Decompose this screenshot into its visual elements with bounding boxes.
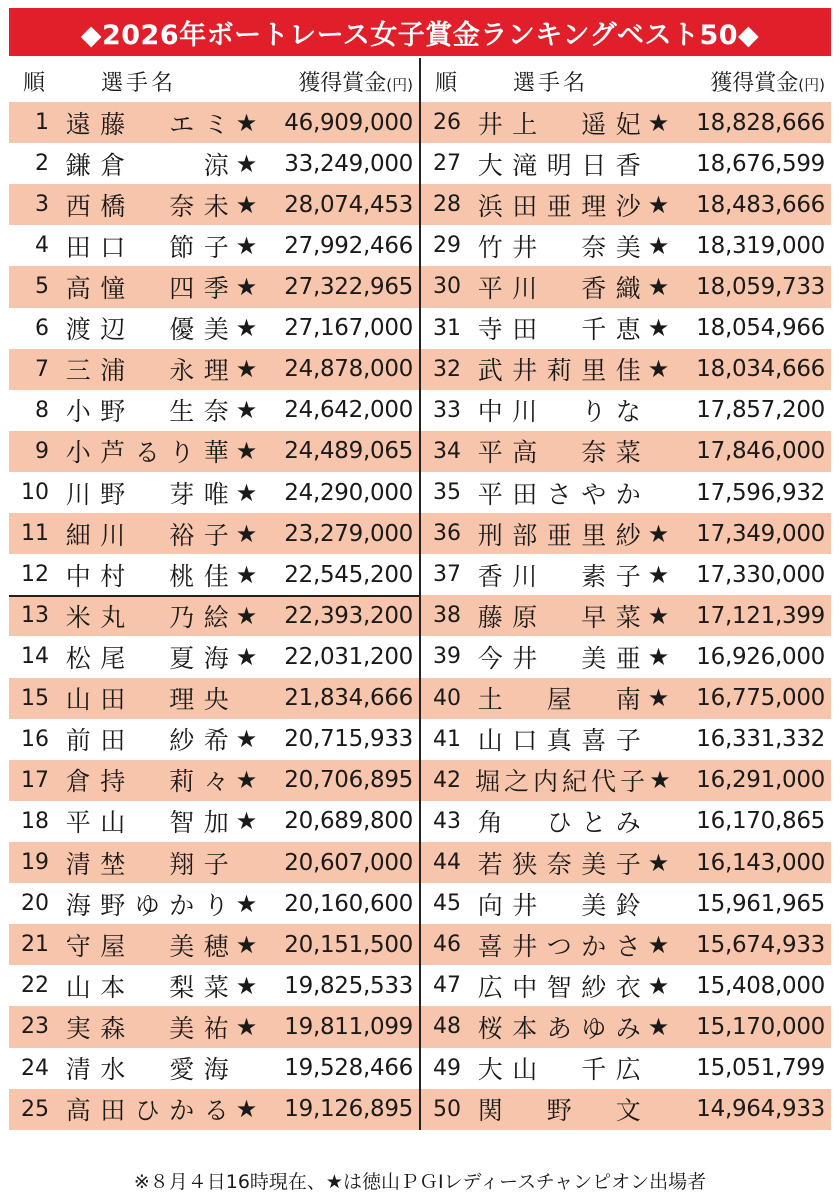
rank-number: 29 xyxy=(433,233,461,259)
prize-amount: 18,059,733 xyxy=(696,273,825,300)
ranking-entry xyxy=(9,390,419,431)
table-row xyxy=(9,636,831,677)
table-header xyxy=(9,58,831,102)
ranking-entry xyxy=(9,266,419,307)
racer-name: 向 井 美 鈴 xyxy=(477,890,641,920)
racer-name: 中 村 桃 佳 xyxy=(65,561,229,591)
racer-name: 鎌 倉 涼 xyxy=(65,150,229,180)
ranking-entry xyxy=(419,308,831,349)
star-mark: ★ xyxy=(235,560,258,589)
table-row xyxy=(9,225,831,266)
ranking-entry xyxy=(9,513,419,554)
rank-number: 23 xyxy=(21,1014,49,1040)
star-mark: ★ xyxy=(647,642,670,671)
table-row xyxy=(9,102,831,143)
ranking-entry xyxy=(9,102,419,143)
racer-name: 米 丸 乃 絵 xyxy=(65,602,229,632)
racer-name: 前 田 紗 希 xyxy=(65,726,229,756)
rank-number: 40 xyxy=(433,685,461,711)
prize-amount: 27,992,466 xyxy=(284,232,413,259)
rank-number: 39 xyxy=(433,644,461,670)
racer-name: 藤 原 早 菜 xyxy=(477,602,641,632)
ranking-entry xyxy=(9,760,419,801)
star-mark: ★ xyxy=(647,684,670,713)
prize-amount: 20,607,000 xyxy=(284,849,413,876)
prize-amount: 22,545,200 xyxy=(284,561,413,588)
star-mark: ★ xyxy=(647,848,670,877)
rank-number: 31 xyxy=(433,315,461,341)
ranking-entry xyxy=(9,1006,419,1047)
ranking-entry xyxy=(9,225,419,266)
ranking-entry xyxy=(419,184,831,225)
racer-name: 清 水 愛 海 xyxy=(65,1055,229,1085)
rank-number: 11 xyxy=(21,521,49,547)
table-row xyxy=(9,801,831,842)
ranking-entry xyxy=(419,554,831,595)
racer-name: 平 高 奈 菜 xyxy=(477,438,641,468)
ranking-entry xyxy=(419,513,831,554)
prize-amount: 20,151,500 xyxy=(284,931,413,958)
prize-amount: 15,170,000 xyxy=(696,1013,825,1040)
star-mark: ★ xyxy=(235,807,258,836)
prize-amount: 24,489,065 xyxy=(284,438,413,465)
star-mark: ★ xyxy=(647,231,670,260)
table-row xyxy=(9,883,831,924)
header-prize: 獲得賞金(円) xyxy=(298,71,413,96)
star-mark: ★ xyxy=(235,930,258,959)
rank-number: 17 xyxy=(21,767,49,793)
racer-name: 高 田 ひ か る xyxy=(65,1096,229,1126)
prize-amount: 18,319,000 xyxy=(696,232,825,259)
table-row xyxy=(9,842,831,883)
prize-amount: 17,857,200 xyxy=(696,397,825,424)
prize-amount: 17,596,932 xyxy=(696,479,825,506)
rank-number: 47 xyxy=(433,973,461,999)
header-name: 選手名 xyxy=(101,71,177,96)
star-mark: ★ xyxy=(235,642,258,671)
ranking-entry xyxy=(419,924,831,965)
racer-name: 山 田 理 央 xyxy=(65,685,229,715)
rank-number: 1 xyxy=(35,110,49,136)
racer-name: 今 井 美 亜 xyxy=(477,643,641,673)
star-mark: ★ xyxy=(235,314,258,343)
header-right xyxy=(419,58,831,102)
table-row xyxy=(9,431,831,472)
prize-amount: 28,074,453 xyxy=(284,191,413,218)
header-name: 選手名 xyxy=(513,71,589,96)
table-row xyxy=(9,719,831,760)
rank-number: 37 xyxy=(433,562,461,588)
prize-amount: 16,143,000 xyxy=(696,849,825,876)
prize-amount: 16,775,000 xyxy=(696,685,825,712)
ranking-entry xyxy=(9,842,419,883)
prize-amount: 18,483,666 xyxy=(696,191,825,218)
table-row xyxy=(9,595,831,636)
racer-name: 土 屋 南 xyxy=(477,685,641,715)
racer-name: 桜 本 あ ゆ み xyxy=(477,1013,641,1043)
ranking-entry xyxy=(419,349,831,390)
star-mark: ★ xyxy=(235,601,258,630)
ranking-entry xyxy=(419,1048,831,1089)
prize-amount: 15,961,965 xyxy=(696,890,825,917)
table-row xyxy=(9,513,831,554)
racer-name: 竹 井 奈 美 xyxy=(477,232,641,262)
table-row xyxy=(9,1006,831,1047)
prize-amount: 16,291,000 xyxy=(696,767,825,794)
rank-number: 45 xyxy=(433,891,461,917)
ranking-entry xyxy=(419,801,831,842)
racer-name: 広 中 智 紗 衣 xyxy=(477,972,641,1002)
racer-name: 松 尾 夏 海 xyxy=(65,643,229,673)
star-mark: ★ xyxy=(647,971,670,1000)
rank-number: 28 xyxy=(433,192,461,218)
prize-amount: 15,408,000 xyxy=(696,972,825,999)
rank-number: 38 xyxy=(433,603,461,629)
prize-amount: 46,909,000 xyxy=(284,109,413,136)
prize-amount: 18,054,966 xyxy=(696,315,825,342)
prize-amount: 19,825,533 xyxy=(284,972,413,999)
star-mark: ★ xyxy=(235,766,258,795)
ranking-table xyxy=(9,58,831,1130)
prize-amount: 24,878,000 xyxy=(284,356,413,383)
table-row xyxy=(9,678,831,719)
racer-name: 武 井 莉 里 佳 xyxy=(477,356,641,386)
table-row xyxy=(9,1048,831,1089)
star-mark: ★ xyxy=(235,231,258,260)
table-row xyxy=(9,760,831,801)
star-mark: ★ xyxy=(235,725,258,754)
prize-amount: 14,964,933 xyxy=(696,1096,825,1123)
star-mark: ★ xyxy=(235,519,258,548)
star-mark: ★ xyxy=(649,766,671,795)
rank-number: 42 xyxy=(433,767,461,793)
ranking-entry xyxy=(419,390,831,431)
rank-number: 15 xyxy=(21,685,49,711)
racer-name: 実 森 美 祐 xyxy=(65,1013,229,1043)
table-row xyxy=(9,184,831,225)
rank-number: 4 xyxy=(35,233,49,259)
star-mark: ★ xyxy=(647,560,670,589)
racer-name: 堀 之 内 紀 代 子 xyxy=(474,767,645,797)
rank-number: 46 xyxy=(433,932,461,958)
rank-number: 32 xyxy=(433,356,461,382)
rank-number: 7 xyxy=(35,356,49,382)
table-row xyxy=(9,266,831,307)
prize-amount: 27,167,000 xyxy=(284,315,413,342)
prize-amount: 24,290,000 xyxy=(284,479,413,506)
ranking-entry xyxy=(9,883,419,924)
prize-amount: 15,674,933 xyxy=(696,931,825,958)
prize-amount: 17,121,399 xyxy=(696,602,825,629)
ranking-entry xyxy=(9,595,419,636)
rank-number: 20 xyxy=(21,891,49,917)
table-row xyxy=(9,349,831,390)
ranking-entry xyxy=(9,349,419,390)
racer-name: 若 狭 奈 美 子 xyxy=(477,849,641,879)
table-row xyxy=(9,965,831,1006)
table-row xyxy=(9,554,831,595)
star-mark: ★ xyxy=(647,519,670,548)
racer-name: 海 野 ゆ か り xyxy=(65,890,229,920)
star-mark: ★ xyxy=(647,190,670,219)
rank-number: 48 xyxy=(433,1014,461,1040)
star-mark: ★ xyxy=(235,889,258,918)
star-mark: ★ xyxy=(235,396,258,425)
ranking-entry xyxy=(419,1006,831,1047)
rank-number: 9 xyxy=(35,438,49,464)
prize-amount: 16,331,332 xyxy=(696,726,825,753)
ranking-entry xyxy=(419,719,831,760)
star-mark: ★ xyxy=(647,1012,670,1041)
prize-amount: 20,715,933 xyxy=(284,726,413,753)
racer-name: 中 川 り な xyxy=(477,397,641,427)
ranking-entry xyxy=(419,266,831,307)
racer-name: 井 上 遥 妃 xyxy=(477,109,641,139)
ranking-entry xyxy=(9,801,419,842)
star-mark: ★ xyxy=(235,108,258,137)
ranking-entry xyxy=(419,842,831,883)
page-title: ◆2026年ボートレース女子賞金ランキングベスト50◆ xyxy=(9,8,831,56)
table-row xyxy=(9,390,831,431)
racer-name: 平 山 智 加 xyxy=(65,808,229,838)
header-left xyxy=(9,58,419,102)
racer-name: 刑 部 亜 里 紗 xyxy=(477,520,641,550)
table-row xyxy=(9,924,831,965)
rank-number: 8 xyxy=(35,397,49,423)
ranking-entry xyxy=(419,225,831,266)
ranking-entry xyxy=(9,965,419,1006)
racer-name: 大 滝 明 日 香 xyxy=(477,150,641,180)
racer-name: 角 ひ と み xyxy=(477,808,641,838)
ranking-entry xyxy=(9,143,419,184)
rank-number: 30 xyxy=(433,274,461,300)
rank-number: 14 xyxy=(21,644,49,670)
table-body xyxy=(9,102,831,1130)
rank-number: 44 xyxy=(433,850,461,876)
rank-number: 18 xyxy=(21,808,49,834)
prize-amount: 21,834,666 xyxy=(284,685,413,712)
ranking-entry xyxy=(9,1048,419,1089)
racer-name: 寺 田 千 恵 xyxy=(477,315,641,345)
rank-number: 6 xyxy=(35,315,49,341)
rank-number: 2 xyxy=(35,151,49,177)
racer-name: 平 川 香 織 xyxy=(477,273,641,303)
racer-name: 平 田 さ や か xyxy=(477,479,641,509)
prize-amount: 17,330,000 xyxy=(696,561,825,588)
ranking-entry xyxy=(419,143,831,184)
rank-number: 19 xyxy=(21,850,49,876)
star-mark: ★ xyxy=(647,601,670,630)
rank-number: 12 xyxy=(21,562,49,588)
racer-name: 香 川 素 子 xyxy=(477,561,641,591)
racer-name: 小 芦 る り 華 xyxy=(65,438,229,468)
ranking-entry xyxy=(9,719,419,760)
prize-amount: 33,249,000 xyxy=(284,150,413,177)
star-mark: ★ xyxy=(647,272,670,301)
ranking-entry xyxy=(419,883,831,924)
racer-name: 川 野 芽 唯 xyxy=(65,479,229,509)
rank-number: 16 xyxy=(21,726,49,752)
header-prize: 獲得賞金(円) xyxy=(710,71,825,96)
rank-number: 43 xyxy=(433,808,461,834)
prize-amount: 17,846,000 xyxy=(696,438,825,465)
racer-name: 山 口 真 喜 子 xyxy=(477,726,641,756)
star-mark: ★ xyxy=(235,971,258,1000)
ranking-entry xyxy=(419,1089,831,1130)
table-row xyxy=(9,143,831,184)
prize-amount: 24,642,000 xyxy=(284,397,413,424)
prize-amount: 20,689,800 xyxy=(284,808,413,835)
racer-name: 喜 井 つ か さ xyxy=(477,931,641,961)
rank-number: 25 xyxy=(21,1096,49,1122)
rank-number: 22 xyxy=(21,973,49,999)
prize-amount: 16,170,865 xyxy=(696,808,825,835)
rank-number: 27 xyxy=(433,151,461,177)
ranking-entry xyxy=(419,595,831,636)
prize-amount: 23,279,000 xyxy=(284,520,413,547)
ranking-entry xyxy=(9,308,419,349)
ranking-entry xyxy=(419,965,831,1006)
ranking-entry xyxy=(419,472,831,513)
ranking-entry xyxy=(9,636,419,677)
ranking-entry xyxy=(419,760,831,801)
prize-amount: 18,828,666 xyxy=(696,109,825,136)
ranking-entry xyxy=(9,184,419,225)
star-mark: ★ xyxy=(235,272,258,301)
prize-amount: 18,034,666 xyxy=(696,356,825,383)
prize-amount: 18,676,599 xyxy=(696,150,825,177)
header-rank: 順 xyxy=(23,71,46,96)
racer-name: 倉 持 莉 々 xyxy=(65,767,229,797)
prize-amount: 22,031,200 xyxy=(284,643,413,670)
star-mark: ★ xyxy=(647,355,670,384)
rank-number: 35 xyxy=(433,480,461,506)
prize-amount: 19,126,895 xyxy=(284,1096,413,1123)
star-mark: ★ xyxy=(647,314,670,343)
star-mark: ★ xyxy=(235,1012,258,1041)
rank-number: 3 xyxy=(35,192,49,218)
header-rank: 順 xyxy=(435,71,458,96)
racer-name: 遠 藤 エ ミ xyxy=(65,109,229,139)
prize-amount: 19,528,466 xyxy=(284,1055,413,1082)
star-mark: ★ xyxy=(235,190,258,219)
racer-name: 小 野 生 奈 xyxy=(65,397,229,427)
racer-name: 田 口 節 子 xyxy=(65,232,229,262)
racer-name: 渡 辺 優 美 xyxy=(65,315,229,345)
rank-number: 13 xyxy=(21,603,49,629)
ranking-entry xyxy=(9,554,419,595)
rank-number: 41 xyxy=(433,726,461,752)
ranking-entry xyxy=(419,636,831,677)
ranking-entry xyxy=(9,431,419,472)
prize-amount: 16,926,000 xyxy=(696,643,825,670)
star-mark: ★ xyxy=(235,1095,258,1124)
rank-number: 36 xyxy=(433,521,461,547)
table-row xyxy=(9,1089,831,1130)
rank-number: 5 xyxy=(35,274,49,300)
ranking-entry xyxy=(419,431,831,472)
racer-name: 清 埜 翔 子 xyxy=(65,849,229,879)
ranking-entry xyxy=(9,678,419,719)
ranking-entry xyxy=(9,472,419,513)
rank-number: 21 xyxy=(21,932,49,958)
racer-name: 大 山 千 広 xyxy=(477,1055,641,1085)
rank-number: 33 xyxy=(433,397,461,423)
racer-name: 山 本 梨 菜 xyxy=(65,972,229,1002)
table-row xyxy=(9,308,831,349)
prize-amount: 17,349,000 xyxy=(696,520,825,547)
rank-number: 10 xyxy=(21,480,49,506)
prize-amount: 22,393,200 xyxy=(284,602,413,629)
star-mark: ★ xyxy=(235,478,258,507)
ranking-entry xyxy=(9,1089,419,1130)
prize-amount: 20,706,895 xyxy=(284,767,413,794)
racer-name: 守 屋 美 穂 xyxy=(65,931,229,961)
racer-name: 細 川 裕 子 xyxy=(65,520,229,550)
racer-name: 浜 田 亜 理 沙 xyxy=(477,191,641,221)
prize-amount: 15,051,799 xyxy=(696,1055,825,1082)
star-mark: ★ xyxy=(235,355,258,384)
racer-name: 高 憧 四 季 xyxy=(65,273,229,303)
ranking-entry xyxy=(419,102,831,143)
prize-amount: 19,811,099 xyxy=(284,1013,413,1040)
rank-number: 34 xyxy=(433,438,461,464)
star-mark: ★ xyxy=(647,108,670,137)
footnote: ※８月４日16時現在、★は徳山ＰＧⅠレディースチャンピオン出場者 xyxy=(133,1171,707,1193)
star-mark: ★ xyxy=(235,437,258,466)
ranking-entry xyxy=(419,678,831,719)
racer-name: 関 野 文 xyxy=(477,1096,641,1126)
prize-amount: 20,160,600 xyxy=(284,890,413,917)
racer-name: 西 橋 奈 未 xyxy=(65,191,229,221)
table-row xyxy=(9,472,831,513)
racer-name: 三 浦 永 理 xyxy=(65,356,229,386)
rank-number: 50 xyxy=(433,1096,461,1122)
star-mark: ★ xyxy=(235,149,258,178)
star-mark: ★ xyxy=(647,930,670,959)
prize-amount: 27,322,965 xyxy=(284,273,413,300)
rank-number: 26 xyxy=(433,110,461,136)
rank-number: 24 xyxy=(21,1055,49,1081)
ranking-entry xyxy=(9,924,419,965)
rank-number: 49 xyxy=(433,1055,461,1081)
